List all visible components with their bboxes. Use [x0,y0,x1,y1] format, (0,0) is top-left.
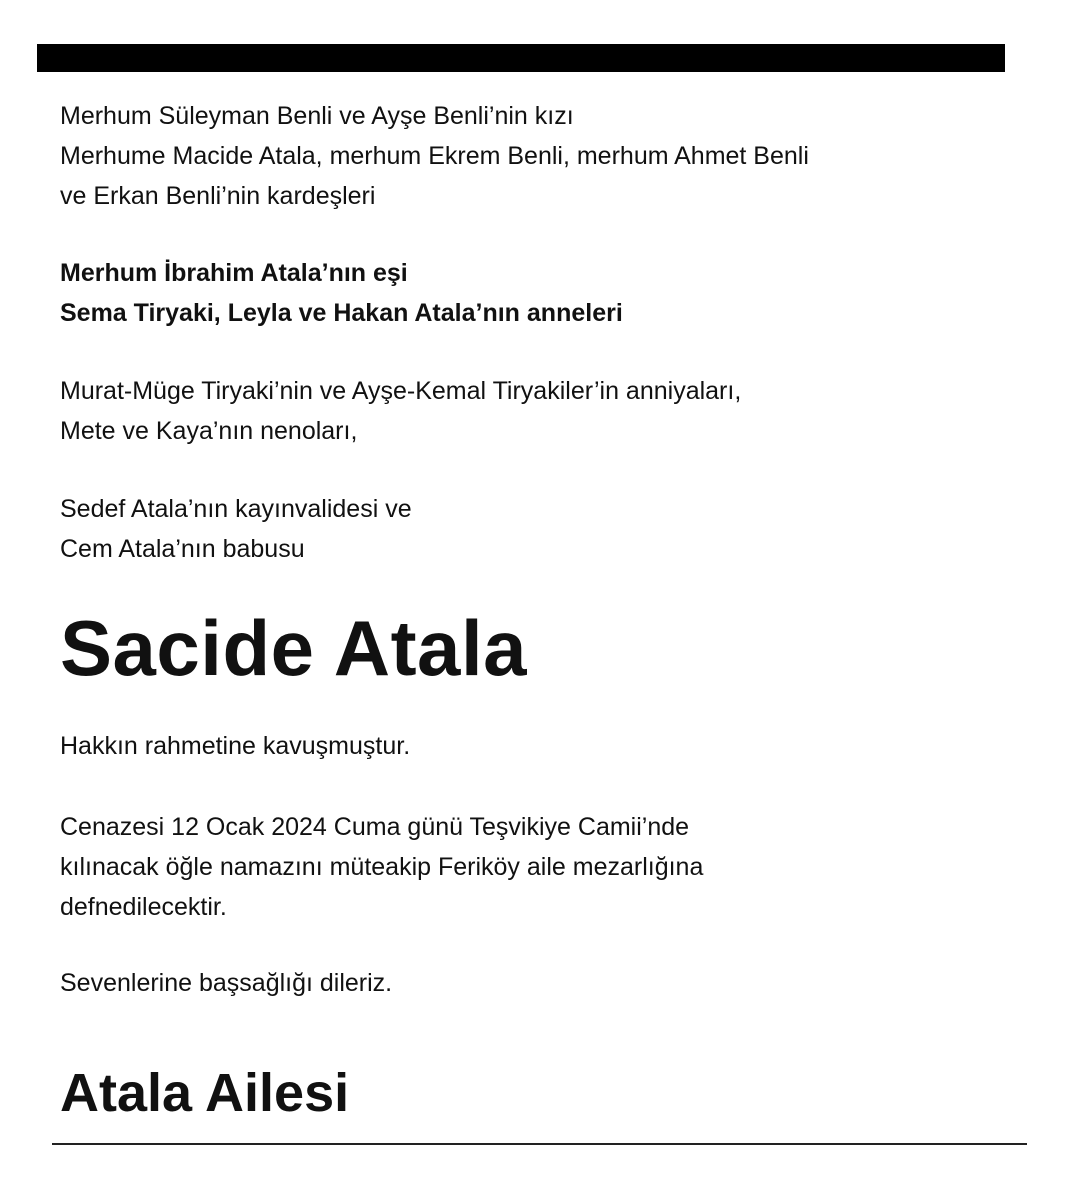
text-line: defnedilecektir. [60,893,227,921]
funeral-details-paragraph [60,807,703,927]
passing-statement [60,726,410,766]
parents-siblings-paragraph [60,96,809,216]
text-line: Sema Tiryaki, Leyla ve Hakan Atala’nın anneleri [60,299,623,327]
text-line: Hakkın rahmetine kavuşmuştur. [60,732,411,760]
text-line: ve Erkan Benli’nin kardeşleri [60,182,376,210]
deceased-name: Sacide Atala [60,604,527,692]
family-signature: Atala Ailesi [60,1063,350,1123]
text-line: Mete ve Kaya’nın nenoları, [60,417,358,445]
in-laws-paragraph [60,489,412,569]
condolence-message [60,963,392,1003]
text-line: Cem Atala’nın babusu [60,535,305,563]
text-line: Cenazesi 12 Ocak 2024 Cuma günü Teşvikiye Camii’nde [60,813,690,841]
top-border-bar [37,44,1005,72]
text-line: Sevenlerine başsağlığı dileriz. [60,969,393,997]
text-line: Sedef Atala’nın kayınvalidesi ve [60,495,412,523]
text-line: Murat-Müge Tiryaki’nin ve Ayşe-Kemal Tiryakiler’in anniyaları, [60,377,742,405]
text-line: Merhum İbrahim Atala’nın eşi [60,259,408,287]
text-line: kılınacak öğle namazını müteakip Feriköy aile mezarlığına [60,853,704,881]
grandchildren-paragraph [60,371,741,451]
text-line: Merhum Süleyman Benli ve Ayşe Benli’nin kızı [60,102,574,130]
spouse-children-paragraph [60,253,623,333]
text-line: Merhume Macide Atala, merhum Ekrem Benli, merhum Ahmet Benli [60,142,809,170]
bottom-rule [52,1143,1027,1145]
